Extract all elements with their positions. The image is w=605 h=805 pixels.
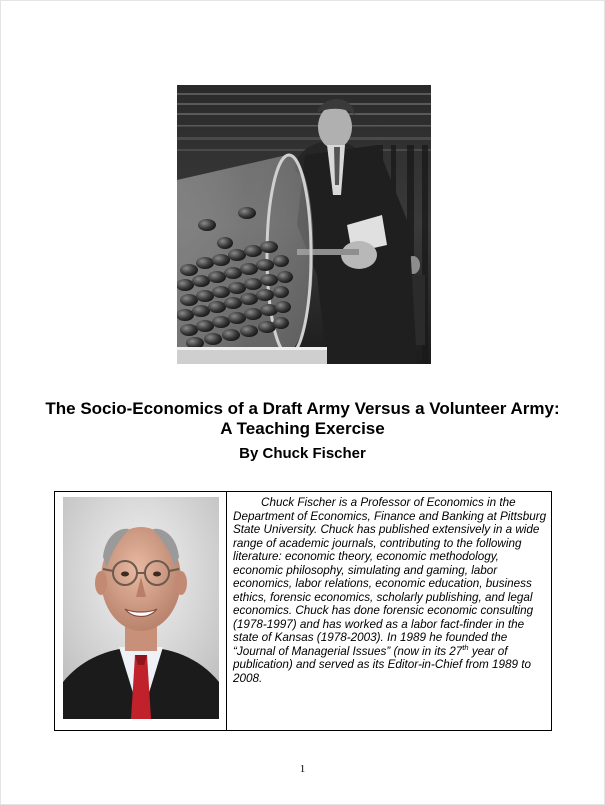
bio-superscript: th bbox=[462, 642, 469, 652]
draft-lottery-photo bbox=[177, 85, 431, 364]
author-bio-text bbox=[233, 496, 549, 685]
bio-column-divider bbox=[226, 492, 227, 730]
author-bio-box bbox=[54, 491, 552, 731]
page-number: 1 bbox=[299, 763, 306, 775]
author-portrait bbox=[63, 497, 219, 719]
author-byline: By Chuck Fischer bbox=[239, 445, 366, 462]
bio-text-part-1: Chuck Fischer is a Professor of Economics in the Department of Economics, Finance and Banking at Pittsburg State University. Chuck has published extensively in a wide range of academic journals, contributing to the following literature: economic theory, economic methodology, economic philosophy, simulating and gaming, labor economics, labor relations, economic education, business ethics, forensic economics, scholarly publishing, and legal economics. Chuck has done forensic economic consulting (1978-1997) and has worked as a labor fact-finder in the state of Kansas (1978-2003). In 1989 he founded the “Journal of Managerial Issues” (now in its 27 bbox=[233, 496, 547, 658]
bio-text-part-2: year of publication) and served as its Editor-in-Chief from 1989 to 2008. bbox=[233, 644, 531, 685]
page-title: The Socio-Economics of a Draft Army Versus a Volunteer Army: A Teaching Exercise bbox=[45, 399, 560, 438]
